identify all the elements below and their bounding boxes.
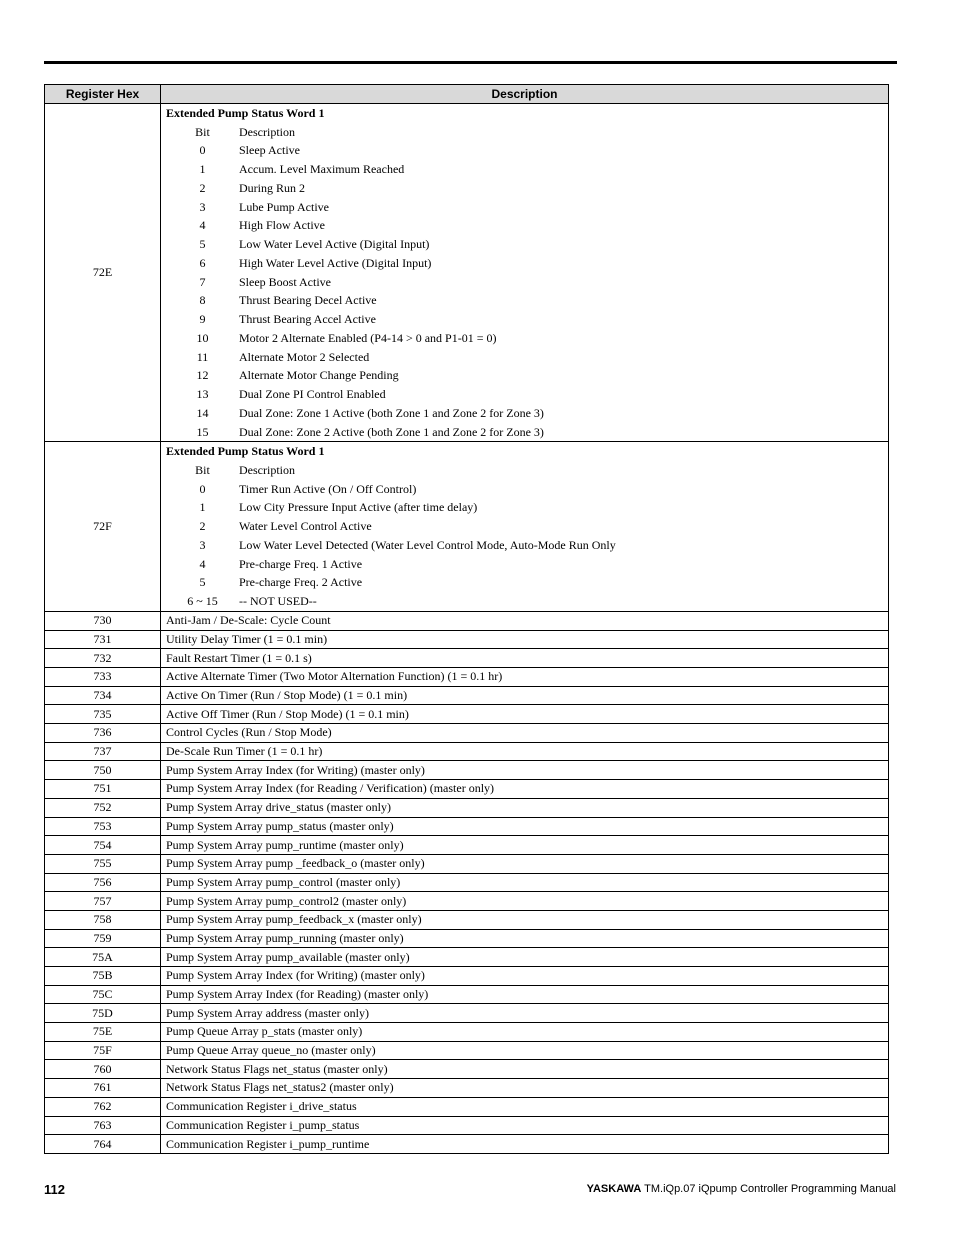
bit-description: Pre-charge Freq. 1 Active [239, 556, 363, 571]
bit-description: Low Water Level Active (Digital Input) [239, 237, 430, 252]
bit-description: Low Water Level Detected (Water Level Control Mode, Auto-Mode Run Only [239, 537, 616, 552]
status-word-row [45, 104, 889, 442]
register-description-cell: Pump System Array Index (for Writing) (master only) [161, 761, 889, 780]
register-description-cell: Communication Register i_pump_status [161, 1116, 889, 1135]
table-row [45, 649, 889, 668]
bit-description: Thrust Bearing Decel Active [239, 293, 377, 308]
bit-number: 5 [199, 575, 206, 590]
register-hex-cell: 756 [45, 873, 161, 892]
bit-line [166, 404, 888, 423]
register-hex-cell: 734 [45, 686, 161, 705]
table-row [45, 873, 889, 892]
register-hex-cell: 752 [45, 798, 161, 817]
bit-description: -- NOT USED-- [239, 594, 317, 609]
description-header: Description [161, 85, 889, 104]
register-description-cell: Pump System Array Index (for Writing) (master only) [161, 967, 889, 986]
bit-number: 3 [199, 199, 206, 214]
bit-line [166, 329, 888, 348]
bit-number: 11 [196, 349, 209, 364]
bit-header-line [166, 123, 888, 142]
bit-number: 12 [196, 368, 209, 383]
bit-number: 1 [199, 162, 206, 177]
bit-header-line [166, 461, 888, 480]
table-row [45, 817, 889, 836]
table-row [45, 1060, 889, 1079]
bit-description: Lube Pump Active [239, 199, 329, 214]
bit-list [166, 141, 888, 441]
register-description-cell: Control Cycles (Run / Stop Mode) [161, 724, 889, 743]
bit-number: 6 ~ 15 [187, 594, 218, 609]
bit-line [166, 235, 888, 254]
bit-number: 15 [196, 424, 209, 439]
bit-line [166, 366, 888, 385]
bit-number: 4 [199, 556, 206, 571]
register-hex-cell: 760 [45, 1060, 161, 1079]
table-row [45, 798, 889, 817]
table-row [45, 761, 889, 780]
bit-description: Low City Pressure Input Active (after time delay) [239, 500, 478, 515]
register-hex-cell: 755 [45, 854, 161, 873]
register-description-cell: Network Status Flags net_status2 (master only) [161, 1079, 889, 1098]
bit-number: 0 [199, 481, 206, 496]
register-description-cell: Anti-Jam / De-Scale: Cycle Count [161, 611, 889, 630]
footer-brand: YASKAWA [586, 1183, 642, 1195]
register-description-cell: Pump System Array pump_control2 (master only) [161, 892, 889, 911]
table-row [45, 630, 889, 649]
register-description-cell: Pump System Array pump _feedback_o (master only) [161, 854, 889, 873]
bit-number: 2 [199, 519, 206, 534]
bit-line [166, 498, 888, 517]
register-table [44, 84, 889, 1154]
bit-line [166, 179, 888, 198]
table-row [45, 967, 889, 986]
table-row [45, 1135, 889, 1154]
table-row [45, 724, 889, 743]
register-description-cell: Pump System Array pump_feedback_x (master only) [161, 910, 889, 929]
table-row [45, 668, 889, 687]
bit-line [166, 254, 888, 273]
bit-line [166, 592, 888, 611]
register-hex-cell: 733 [45, 668, 161, 687]
table-row [45, 1023, 889, 1042]
register-hex-cell: 737 [45, 742, 161, 761]
register-hex-cell: 736 [45, 724, 161, 743]
bit-list [166, 480, 888, 611]
register-hex-cell: 75E [45, 1023, 161, 1042]
register-description-cell: Active On Timer (Run / Stop Mode) (1 = 0.1 min) [161, 686, 889, 705]
bit-line [166, 291, 888, 310]
page-number: 112 [44, 1182, 65, 1197]
status-word-row [45, 442, 889, 612]
register-hex-cell: 75A [45, 948, 161, 967]
table-row [45, 611, 889, 630]
bit-description: Pre-charge Freq. 2 Active [239, 575, 363, 590]
register-hex-cell: 762 [45, 1097, 161, 1116]
bit-description: High Flow Active [239, 218, 325, 233]
bit-description: Sleep Boost Active [239, 274, 331, 289]
bit-line [166, 160, 888, 179]
status-word-description [161, 104, 889, 442]
bit-line [166, 310, 888, 329]
bit-description: During Run 2 [239, 180, 305, 195]
register-description-cell: Communication Register i_pump_runtime [161, 1135, 889, 1154]
table-row [45, 1004, 889, 1023]
register-description-cell: Pump System Array address (master only) [161, 1004, 889, 1023]
bit-description: Sleep Active [239, 143, 300, 158]
bit-line [166, 536, 888, 555]
register-hex-cell: 730 [45, 611, 161, 630]
bit-description: Dual Zone: Zone 1 Active (both Zone 1 and Zone 2 for Zone 3) [239, 405, 544, 420]
table-row [45, 1097, 889, 1116]
register-hex-cell: 763 [45, 1116, 161, 1135]
register-description-cell: Active Off Timer (Run / Stop Mode) (1 = 0.1 min) [161, 705, 889, 724]
bit-number: 4 [199, 218, 206, 233]
register-description-cell: Pump System Array pump_available (master only) [161, 948, 889, 967]
bit-line [166, 385, 888, 404]
table-row [45, 686, 889, 705]
table-row [45, 929, 889, 948]
register-hex-cell: 731 [45, 630, 161, 649]
bit-number: 9 [199, 312, 206, 327]
table-row [45, 854, 889, 873]
footer-title-text: TM.iQp.07 iQpump Controller Programming Manual [644, 1183, 896, 1195]
register-description-cell: Network Status Flags net_status (master only) [161, 1060, 889, 1079]
bit-description: High Water Level Active (Digital Input) [239, 255, 432, 270]
description-column-label: Description [239, 124, 295, 139]
register-hex-header: Register Hex [45, 85, 161, 104]
table-row [45, 948, 889, 967]
status-word-title: Extended Pump Status Word 1 [166, 444, 325, 459]
bit-line [166, 198, 888, 217]
bit-line [166, 348, 888, 367]
status-word-description [161, 442, 889, 612]
table-row [45, 1041, 889, 1060]
register-hex-cell: 753 [45, 817, 161, 836]
bit-line [166, 573, 888, 592]
register-description-cell: Pump Queue Array p_stats (master only) [161, 1023, 889, 1042]
register-hex-cell: 754 [45, 836, 161, 855]
status-word-title: Extended Pump Status Word 1 [166, 106, 325, 120]
bit-number: 3 [199, 537, 206, 552]
bit-number: 6 [199, 255, 206, 270]
register-hex-cell: 75F [45, 1041, 161, 1060]
bit-description: Alternate Motor Change Pending [239, 368, 399, 383]
register-hex-cell: 757 [45, 892, 161, 911]
bit-number: 5 [199, 237, 206, 252]
register-description-cell: De-Scale Run Timer (1 = 0.1 hr) [161, 742, 889, 761]
register-description-cell: Pump System Array pump_runtime (master only) [161, 836, 889, 855]
bit-number: 10 [196, 330, 209, 345]
register-hex-cell: 732 [45, 649, 161, 668]
register-description-cell: Pump System Array drive_status (master only) [161, 798, 889, 817]
register-hex-cell: 75B [45, 967, 161, 986]
bit-line [166, 423, 888, 442]
register-description-cell: Communication Register i_drive_status [161, 1097, 889, 1116]
register-hex-cell: 72F [45, 442, 161, 612]
register-description-cell: Utility Delay Timer (1 = 0.1 min) [161, 630, 889, 649]
description-column-label: Description [239, 462, 295, 477]
table-row [45, 742, 889, 761]
register-hex-cell: 750 [45, 761, 161, 780]
register-hex-cell: 75C [45, 985, 161, 1004]
register-description-cell: Fault Restart Timer (1 = 0.1 s) [161, 649, 889, 668]
header-rule [44, 61, 897, 64]
bit-description: Dual Zone: Zone 2 Active (both Zone 1 and Zone 2 for Zone 3) [239, 424, 544, 439]
register-hex-cell: 75D [45, 1004, 161, 1023]
register-description-cell: Pump System Array pump_control (master only) [161, 873, 889, 892]
table-row [45, 910, 889, 929]
bit-number: 2 [199, 180, 206, 195]
register-description-cell: Pump System Array Index (for Reading / Verification) (master only) [161, 780, 889, 799]
bit-description: Water Level Control Active [239, 519, 372, 534]
register-hex-cell: 761 [45, 1079, 161, 1098]
bit-number: 1 [199, 500, 206, 515]
register-hex-cell: 72E [45, 104, 161, 442]
bit-line [166, 216, 888, 235]
register-description-cell: Pump Queue Array queue_no (master only) [161, 1041, 889, 1060]
bit-line [166, 517, 888, 536]
bit-column-label: Bit [195, 124, 210, 139]
bit-number: 14 [196, 405, 209, 420]
bit-description: Thrust Bearing Accel Active [239, 312, 376, 327]
bit-line [166, 555, 888, 574]
bit-line [166, 141, 888, 160]
register-description-cell: Active Alternate Timer (Two Motor Alternation Function) (1 = 0.1 hr) [161, 668, 889, 687]
bit-number: 8 [199, 293, 206, 308]
bit-number: 13 [196, 387, 209, 402]
register-hex-cell: 758 [45, 910, 161, 929]
register-hex-cell: 759 [45, 929, 161, 948]
bit-description: Accum. Level Maximum Reached [239, 162, 405, 177]
table-row [45, 1116, 889, 1135]
register-hex-cell: 764 [45, 1135, 161, 1154]
bit-line [166, 273, 888, 292]
footer-manual-title [587, 1183, 896, 1195]
table-row [45, 985, 889, 1004]
bit-column-label: Bit [195, 462, 210, 477]
register-hex-cell: 735 [45, 705, 161, 724]
table-row [45, 1079, 889, 1098]
bit-description: Timer Run Active (On / Off Control) [239, 481, 417, 496]
table-row [45, 705, 889, 724]
table-header-row [45, 85, 889, 104]
table-row [45, 780, 889, 799]
register-description-cell: Pump System Array pump_running (master only) [161, 929, 889, 948]
table-row [45, 892, 889, 911]
bit-number: 7 [199, 274, 206, 289]
register-description-cell: Pump System Array Index (for Reading) (master only) [161, 985, 889, 1004]
bit-description: Alternate Motor 2 Selected [239, 349, 370, 364]
bit-description: Dual Zone PI Control Enabled [239, 387, 386, 402]
table-row [45, 836, 889, 855]
table-body [45, 104, 889, 1154]
register-hex-cell: 751 [45, 780, 161, 799]
bit-line [166, 480, 888, 499]
register-description-cell: Pump System Array pump_status (master only) [161, 817, 889, 836]
bit-description: Motor 2 Alternate Enabled (P4-14 > 0 and P1-01 = 0) [239, 330, 497, 345]
bit-number: 0 [199, 143, 206, 158]
